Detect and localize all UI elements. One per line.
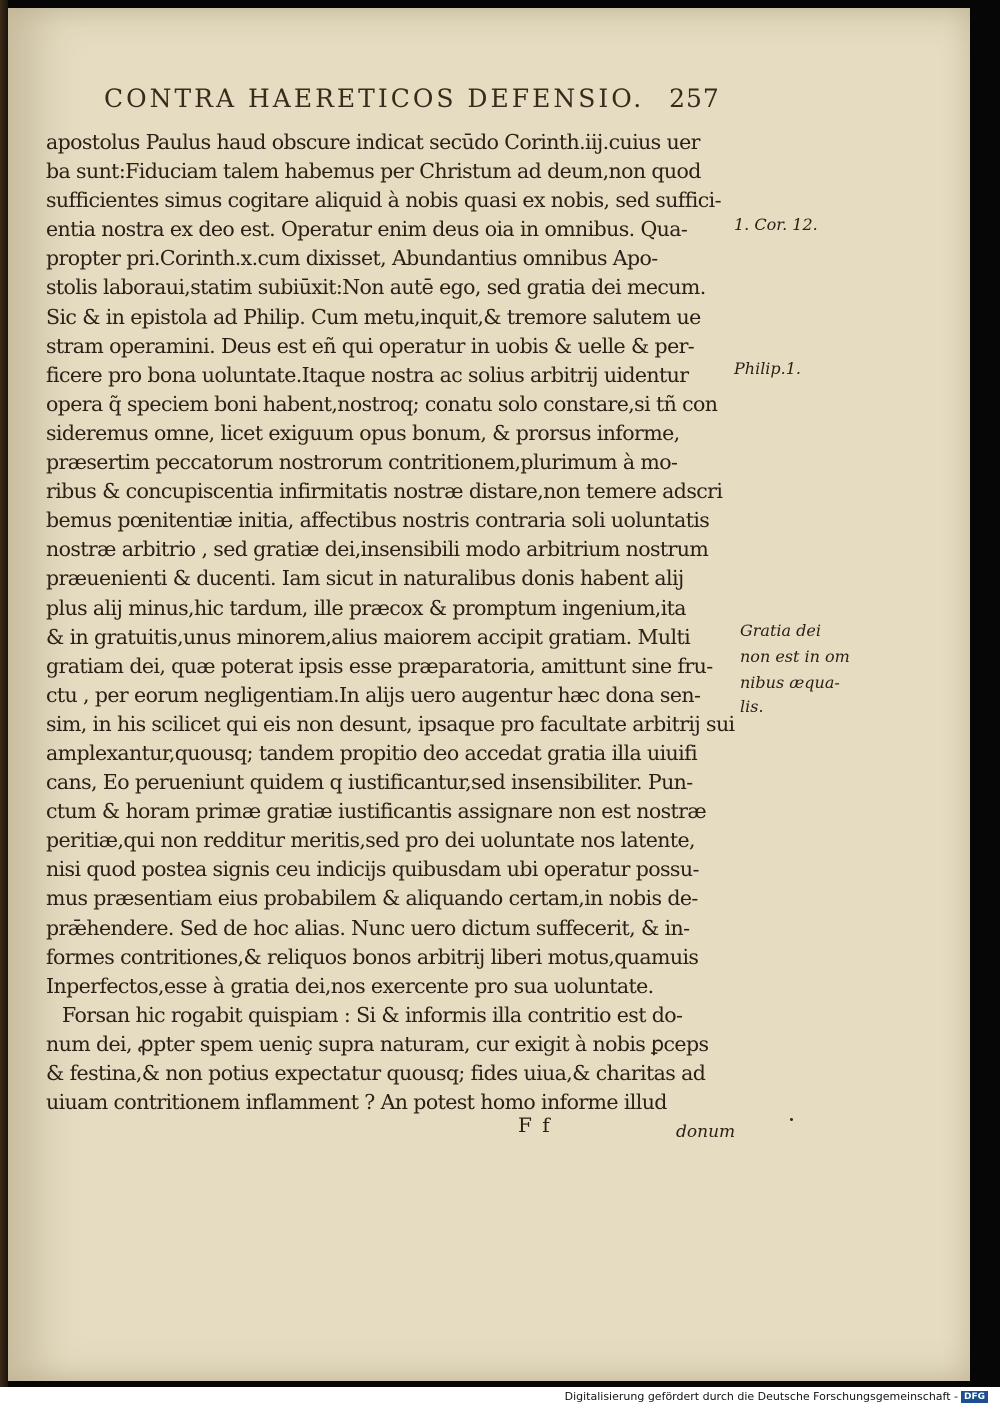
text-line: num dei, ꝓpter spem ueniç supra naturam, cur exigit à nobis ꝑceps (46, 1031, 709, 1056)
text-line: ficere pro bona uoluntate.Itaque nostra ac solius arbitrij uidentur (46, 362, 689, 387)
ink-dot (790, 1118, 793, 1121)
text-line: plus alij minus,hic tardum, ille præcox & promptum ingenium,ita (46, 595, 686, 620)
text-line: ba sunt:Fiduciam talem habemus per Christum ad deum,non quod (46, 159, 701, 184)
book-spine (0, 0, 8, 1387)
text-line: sideremus omne, licet exiguum opus bonum, & prorsus informe, (46, 420, 680, 445)
margin-note-gratia-line-2: non est in om (740, 647, 850, 666)
text-line: & festina,& non potius expectatur quousq; fides uiua,& charitas ad (46, 1061, 706, 1085)
dfg-logo: DFG (961, 1391, 988, 1403)
text-line: entia nostra ex deo est. Operatur enim deus oia in omnibus. Qua- (46, 217, 688, 242)
text-line: ctum & horam primæ gratiæ iustificantis assignare non est nostræ (46, 799, 707, 824)
margin-note-gratia-line-1: Gratia dei (740, 621, 821, 640)
margin-note-gratia-line-4: lis. (740, 697, 764, 716)
text-line: peritiæ,qui non redditur meritis,sed pro dei uoluntate nos latente, (46, 828, 695, 853)
text-line: stram operamini. Deus est eñ qui operatur in uobis & uelle & per- (46, 333, 695, 358)
text-line: Forsan hic rogabit quispiam : Si & informis illa contritio est do- (62, 1002, 683, 1027)
text-line: amplexantur,quousq; tandem propitio deo accedat gratia illa uiuifi (46, 740, 698, 765)
running-head (104, 84, 744, 113)
text-line: stolis laboraui,statim subiūxit:Non autē ego, sed gratia dei mecum. (46, 275, 706, 300)
text-line: uiuam contritionem inflamment ? An potest homo informe illud (46, 1090, 667, 1115)
body-text (46, 128, 746, 1117)
text-line: præsertim peccatorum nostrorum contritionem,plurimum à mo- (46, 450, 678, 475)
text-line: opera q̃ speciem boni habent,nostroq; conatu solo constare,si tñ con (46, 391, 718, 416)
text-line: mus præsentiam eius probabilem & aliquando certam,in nobis de- (46, 886, 698, 911)
text-line: sim, in his scilicet qui eis non desunt, ipsaque pro facultate arbitrij sui (46, 711, 735, 736)
text-line: formes contritiones,& reliquos bonos arbitrij liberi motus,quamuis (46, 944, 699, 969)
margin-note-gratia-line-3: nibus æqua- (740, 673, 840, 692)
margin-note-philippians: Philip.1. (734, 359, 802, 378)
text-line: gratiam dei, quæ poterat ipsis esse præparatoria, amittunt sine fru- (46, 653, 713, 678)
margin-note-corinthians: 1. Cor. 12. (734, 215, 818, 234)
text-line: Sic & in epistola ad Philip. Cum metu,inquit,& tremore salutem ue (46, 304, 701, 329)
text-line: prǣhendere. Sed de hoc alias. Nunc uero dictum suffecerit, & in- (46, 915, 690, 940)
text-line: ctu , per eorum negligentiam.In alijs uero augentur hæc dona sen- (46, 682, 701, 707)
catchword: donum (676, 1122, 736, 1142)
text-line: præuenienti & ducenti. Iam sicut in naturalibus donis habent alij (46, 566, 684, 591)
text-line: & in gratuitis,unus minorem,alius maiorem accipit gratiam. Multi (46, 624, 691, 649)
text-line: propter pri.Corinth.x.cum dixisset, Abundantius omnibus Apo- (46, 246, 658, 271)
text-line: sufficientes simus cogitare aliquid à nobis quasi ex nobis, sed suffici- (46, 188, 721, 213)
text-line: nisi quod postea signis ceu indicijs quibusdam ubi operatur possu- (46, 857, 699, 882)
text-line: Inperfectos,esse à gratia dei,nos exercente pro sua uoluntate. (46, 973, 654, 998)
footer-text: Digitalisierung gefördert durch die Deutsche Forschungsgemeinschaft - (564, 1390, 958, 1403)
signature-mark: F f (518, 1113, 552, 1137)
digitization-footer (565, 1390, 988, 1403)
text-line: nostræ arbitrio , sed gratiæ dei,insensibili modo arbitrium nostrum (46, 537, 709, 562)
page-number: 257 (669, 84, 720, 113)
text-line: cans, Eo perueniunt quidem q iustificantur,sed insensibiliter. Pun- (46, 770, 693, 795)
text-line: ribus & concupiscentia infirmitatis nostræ distare,non temere adscri (46, 479, 723, 504)
running-head-title: CONTRA HAERETICOS DEFENSIO. (104, 84, 645, 113)
text-line: bemus pœnitentiæ initia, affectibus nostris contraria soli uoluntatis (46, 508, 710, 533)
text-line: apostolus Paulus haud obscure indicat secūdo Corinth.iij.cuius uer (46, 130, 700, 154)
